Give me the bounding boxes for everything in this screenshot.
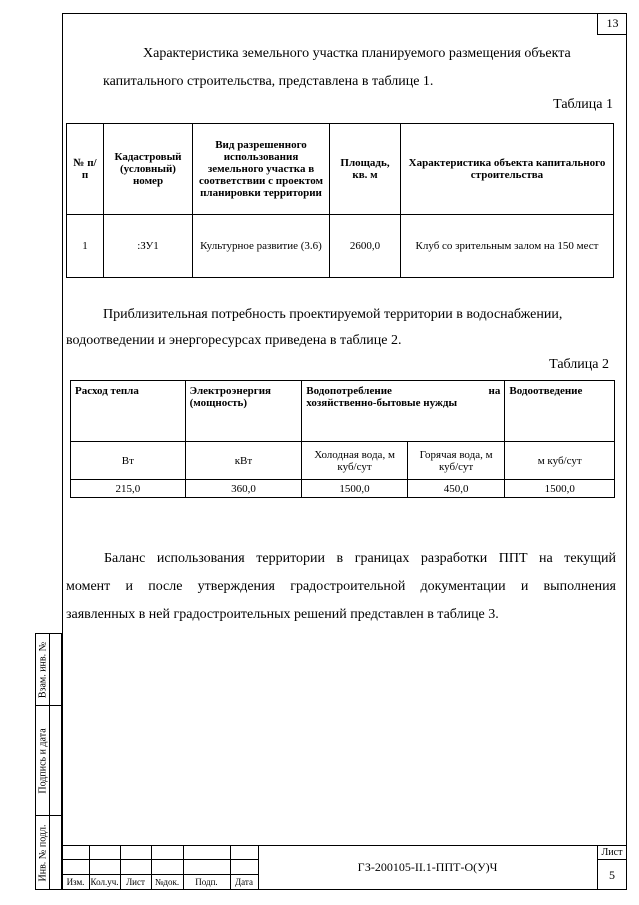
table2-unit-cell: кВт — [185, 442, 302, 480]
table1-cell: Культурное развитие (3.6) — [193, 215, 330, 278]
water-header-word-2: на — [488, 385, 501, 397]
sheet-label: Лист — [601, 847, 623, 858]
table2-value-cell: 360,0 — [185, 480, 302, 498]
table2-header-water — [302, 381, 505, 442]
stamp-col-label: Подп. — [195, 877, 218, 887]
table-row — [67, 124, 614, 215]
table-row — [71, 442, 615, 480]
intro-line-1: Характеристика земельного участка планируемого размещения объекта — [143, 46, 571, 61]
table2-value-cell: 450,0 — [407, 480, 505, 498]
table1-caption: Таблица 1 — [553, 97, 613, 112]
table1-header-cell: № п/п — [67, 124, 104, 215]
document-code: ГЗ-200105-II.1-ППТ-О(У)Ч — [357, 860, 498, 874]
side-stamp-signature-date — [35, 706, 62, 816]
table2-value-cell: 1500,0 — [505, 480, 615, 498]
table1-cell: :ЗУ1 — [104, 215, 193, 278]
table1-cell: Клуб со зрительным залом на 150 мест — [401, 215, 614, 278]
stamp-col-label: Лист — [126, 877, 145, 887]
table1-header-cell: Характеристика объекта капитального строительства — [401, 124, 614, 215]
para3-line-1: Баланс использования территории в границах разработки ППТ на текущий — [104, 551, 616, 566]
table-2 — [70, 380, 615, 498]
para2-line-1: Приблизительная потребность проектируемой территории в водоснабжении, — [103, 307, 563, 322]
table2-unit-cell: Холодная вода, м куб/сут — [302, 442, 408, 480]
table-1 — [66, 123, 614, 278]
intro-line-2: капитального строительства, представлена в таблице 1. — [103, 74, 434, 89]
table2-unit-cell: м куб/сут — [505, 442, 615, 480]
stamp-col-label: Изм. — [66, 877, 85, 887]
table2-header-power: Электроэнергия (мощность) — [185, 381, 302, 442]
side-label: Подпись и дата — [37, 727, 48, 794]
stamp-col-label: Дата — [235, 877, 253, 887]
para3 — [66, 545, 616, 629]
table1-header-cell: Вид разрешенного использования земельного участка в соответствии с проектом планировки территории — [193, 124, 330, 215]
table2-header-heat: Расход тепла — [71, 381, 186, 442]
title-block — [62, 845, 627, 890]
water-header-word-1: Водопотребление — [306, 385, 392, 397]
table2-value-cell: 1500,0 — [302, 480, 408, 498]
para2-line-2: водоотведении и энергоресурсах приведена в таблице 2. — [66, 333, 402, 348]
para3-line-2: момент и после утверждения градостроительной документации и выполнения — [66, 579, 616, 594]
table1-header-cell: Кадастровый (условный) номер — [104, 124, 193, 215]
table1-cell: 2600,0 — [330, 215, 401, 278]
table-row — [67, 215, 614, 278]
top-page-number: 13 — [597, 13, 627, 35]
table2-header-drain: Водоотведение — [505, 381, 615, 442]
table2-value-cell: 215,0 — [71, 480, 186, 498]
side-label: Взам. инв. № — [37, 641, 48, 698]
water-header-line-2: хозяйственно-бытовые нужды — [306, 397, 458, 409]
sheet-number: 5 — [609, 868, 615, 882]
table2-unit-cell: Вт — [71, 442, 186, 480]
change-grid — [62, 845, 258, 890]
table1-header-cell: Площадь, кв. м — [330, 124, 401, 215]
stamp-col-label: Кол.уч. — [90, 877, 119, 887]
table2-unit-cell: Горячая вода, м куб/сут — [407, 442, 505, 480]
side-stamp-replace-inv — [35, 633, 62, 706]
table2-caption: Таблица 2 — [549, 357, 609, 372]
side-stamp-orig-inv — [35, 816, 62, 890]
table-row — [71, 480, 615, 498]
table-row — [71, 381, 615, 442]
stamp-col-label: №док. — [154, 877, 180, 887]
side-label: Инв. № подл. — [37, 824, 48, 881]
para3-line-3: заявленных в ней градостроительных решений представлен в таблице 3. — [66, 607, 499, 622]
table1-cell: 1 — [67, 215, 104, 278]
